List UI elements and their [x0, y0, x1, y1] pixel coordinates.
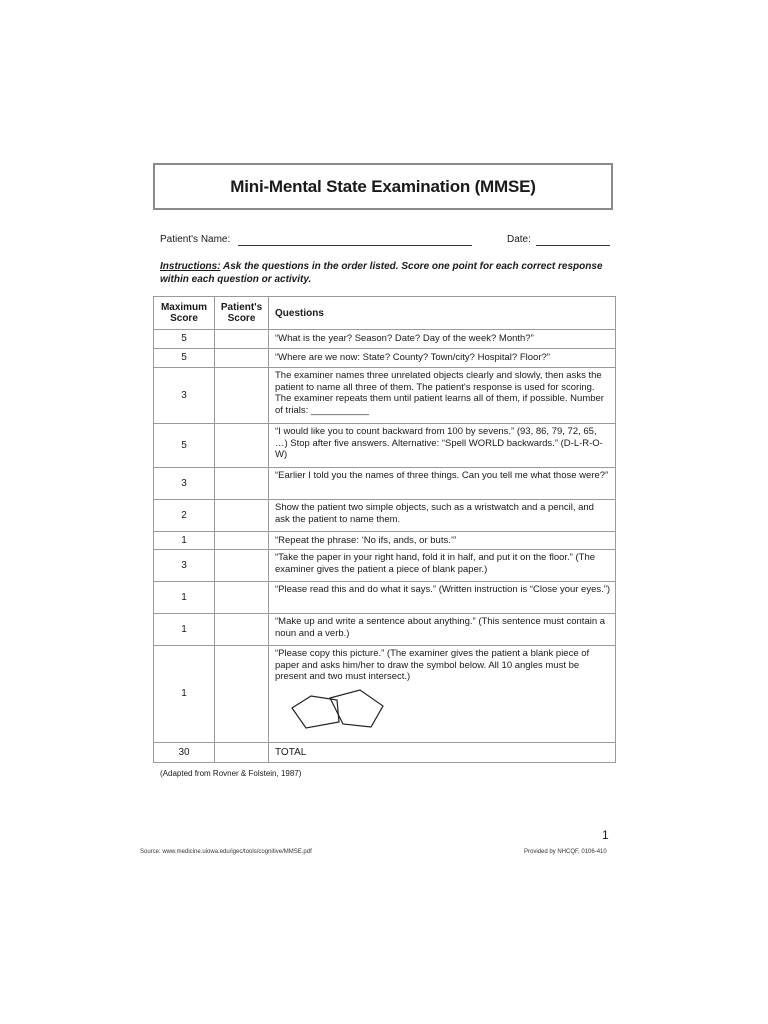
header-patient-score: Patient's Score	[215, 297, 269, 330]
instructions-lead: Instructions:	[160, 261, 221, 272]
question-cell	[269, 646, 616, 743]
patient-score-cell[interactable]	[215, 368, 269, 424]
max-score-cell: 5	[154, 349, 215, 368]
patient-score-cell[interactable]	[215, 330, 269, 349]
provided-by-footer: Provided by NHCQF, 0106-410	[524, 849, 607, 855]
max-score-cell: 5	[154, 330, 215, 349]
patient-info-line	[160, 234, 612, 248]
patient-score-cell[interactable]	[215, 500, 269, 532]
header-questions: Questions	[269, 297, 616, 330]
date-blank[interactable]	[536, 245, 610, 246]
max-score-cell: 2	[154, 500, 215, 532]
table-row	[154, 582, 616, 614]
patient-score-cell[interactable]	[215, 468, 269, 500]
max-score-cell: 1	[154, 614, 215, 646]
adapted-citation: (Adapted from Rovner & Folstein, 1987)	[160, 769, 302, 778]
table-row	[154, 468, 616, 500]
table-row	[154, 368, 616, 424]
patient-score-cell[interactable]	[215, 582, 269, 614]
question-cell: The examiner names three unrelated objects clearly and slowly, then asks the patient to name all three of them. The patient's response is used for scoring. The examiner repeats them until patient learns all of them, if possible. Number of trials: ___________	[269, 368, 616, 424]
patient-name-label: Patient's Name:	[160, 234, 231, 245]
patient-score-cell[interactable]	[215, 646, 269, 743]
page-title: Mini-Mental State Examination (MMSE)	[230, 176, 536, 196]
question-cell: “Make up and write a sentence about anything.” (This sentence must contain a noun and a verb.)	[269, 614, 616, 646]
patient-name-blank[interactable]	[238, 245, 472, 246]
patient-score-cell[interactable]	[215, 614, 269, 646]
question-cell: “What is the year? Season? Date? Day of the week? Month?”	[269, 330, 616, 349]
title-box	[153, 163, 613, 210]
max-score-cell: 3	[154, 468, 215, 500]
table-row	[154, 330, 616, 349]
max-score-cell: 1	[154, 532, 215, 550]
max-score-cell: 3	[154, 368, 215, 424]
question-cell: “Take the paper in your right hand, fold it in half, and put it on the floor.” (The examiner gives the patient a piece of blank paper.)	[269, 550, 616, 582]
question-cell: “Earlier I told you the names of three things. Can you tell me what those were?”	[269, 468, 616, 500]
total-patient-score-cell[interactable]	[215, 743, 269, 763]
question-cell: “Repeat the phrase: ‘No ifs, ands, or buts.’”	[269, 532, 616, 550]
page-number: 1	[602, 828, 609, 842]
patient-score-cell[interactable]	[215, 349, 269, 368]
total-label: TOTAL	[269, 743, 616, 763]
table-row	[154, 614, 616, 646]
table-header-row	[154, 297, 616, 330]
question-cell: Show the patient two simple objects, such as a wristwatch and a pencil, and ask the patient to name them.	[269, 500, 616, 532]
question-cell: “I would like you to count backward from 100 by sevens.” (93, 86, 79, 72, 65, …) Stop after five answers. Alternative: “Spell WORLD backwards.” (D-L-R-O-W)	[269, 424, 616, 468]
instructions-text: Ask the questions in the order listed. Score one point for each correct response within each question or activity.	[160, 261, 603, 285]
patient-score-cell[interactable]	[215, 550, 269, 582]
patient-score-cell[interactable]	[215, 532, 269, 550]
instructions	[160, 261, 612, 286]
date-label: Date:	[507, 234, 531, 245]
header-maximum-score: Maximum Score	[154, 297, 215, 330]
question-cell: “Please read this and do what it says.” (Written instruction is “Close your eyes.”)	[269, 582, 616, 614]
max-score-cell: 1	[154, 646, 215, 743]
patient-score-cell[interactable]	[215, 424, 269, 468]
table-row	[154, 424, 616, 468]
mmse-table	[153, 296, 616, 763]
max-score-cell: 5	[154, 424, 215, 468]
intersecting-pentagons-figure	[287, 689, 387, 731]
max-score-cell: 1	[154, 582, 215, 614]
table-row	[154, 550, 616, 582]
max-score-cell: 3	[154, 550, 215, 582]
table-row	[154, 532, 616, 550]
source-footer: Source: www.medicine.uiowa.edu/igec/tools/cognitive/MMSE.pdf	[140, 849, 312, 855]
table-row	[154, 646, 616, 743]
table-row	[154, 349, 616, 368]
table-row	[154, 500, 616, 532]
total-max-score-cell: 30	[154, 743, 215, 763]
question-cell: “Where are we now: State? County? Town/city? Hospital? Floor?”	[269, 349, 616, 368]
copy-picture-instruction: “Please copy this picture.” (The examiner gives the patient a blank piece of paper and asks him/her to draw the symbol below. All 10 angles must be present and two must intersect.)	[275, 648, 590, 682]
table-total-row	[154, 743, 616, 763]
